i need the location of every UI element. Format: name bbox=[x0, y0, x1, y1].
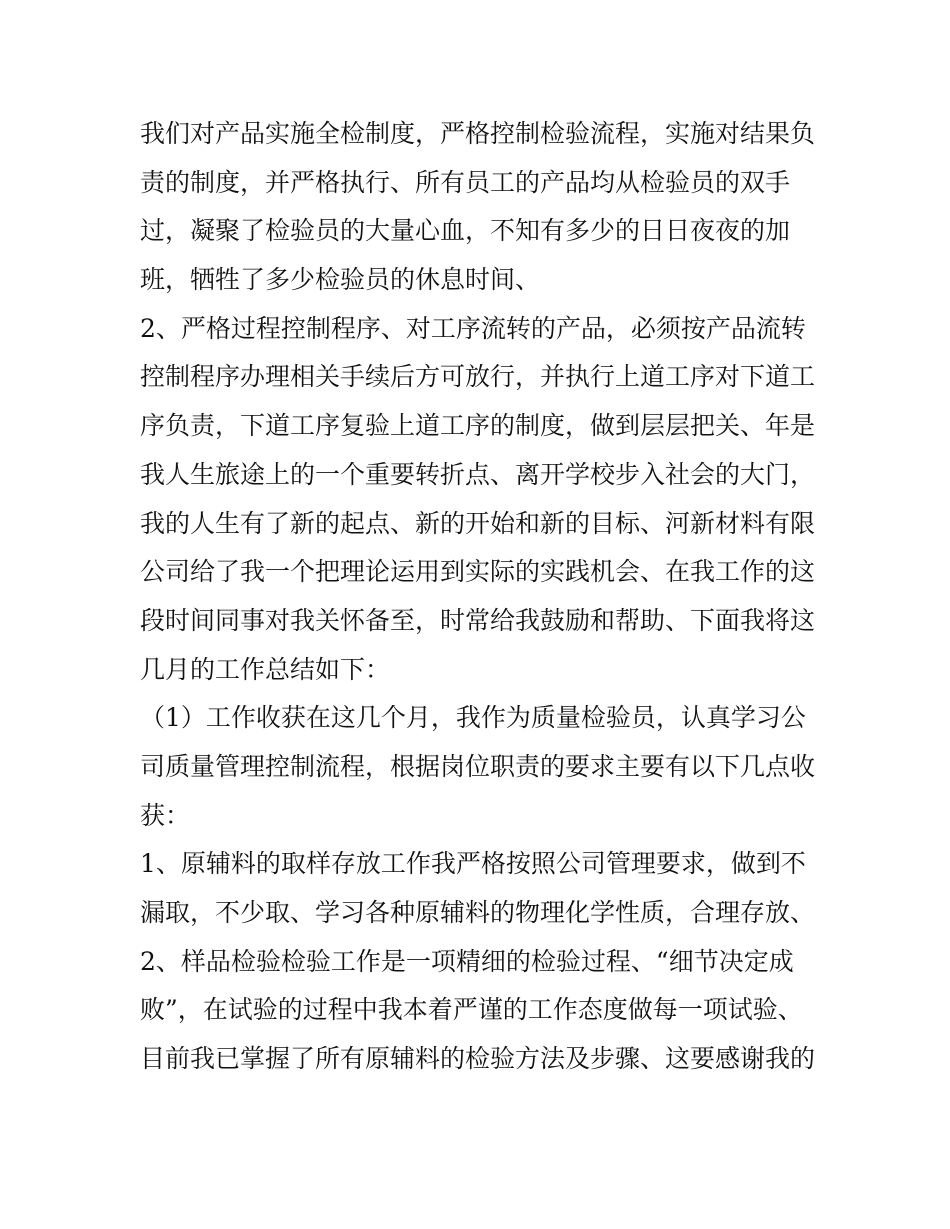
text-line: 2、严格过程控制程序、对工序流转的产品，必须按产品流转 bbox=[140, 313, 806, 343]
text-line: 段时间同事对我关怀备至，时常给我鼓励和帮助、下面我将这 bbox=[140, 605, 816, 635]
text-line: 司质量管理控制流程，根据岗位职责的要求主要有以下几点收 bbox=[140, 751, 816, 781]
text-line: 序负责，下道工序复验上道工序的制度，做到层层把关、年是 bbox=[140, 411, 816, 441]
text-line: 2、样品检验检验工作是一项精细的检验过程、“细节决定成 bbox=[140, 946, 794, 976]
text-line: 过，凝聚了检验员的大量心血，不知有多少的日日夜夜的加 bbox=[140, 216, 791, 246]
text-line: 控制程序办理相关手续后方可放行，并执行上道工序对下道工 bbox=[140, 362, 816, 392]
text-line: 班，牺牲了多少检验员的休息时间、 bbox=[140, 265, 541, 295]
text-line: 败”，在试验的过程中我本着严谨的工作态度做每一项试验、 bbox=[140, 995, 803, 1025]
text-line: 我人生旅途上的一个重要转折点、离开学校步入社会的大门， bbox=[140, 459, 816, 489]
text-line: 我的人生有了新的起点、新的开始和新的目标、河新材料有限 bbox=[140, 508, 816, 538]
text-line: 公司给了我一个把理论运用到实际的实践机会、在我工作的这 bbox=[140, 557, 816, 587]
text-line: 漏取，不少取、学习各种原辅料的物理化学性质，合理存放、 bbox=[140, 898, 816, 927]
text-line: 1、原辅料的取样存放工作我严格按照公司管理要求，做到不 bbox=[140, 849, 806, 879]
document-body bbox=[140, 110, 820, 1084]
text-line: 获： bbox=[140, 800, 191, 830]
text-line: （1）工作收获在这几个月，我作为质量检验员，认真学习公 bbox=[140, 703, 806, 733]
text-line: 目前我已掌握了所有原辅料的检验方法及步骤、这要感谢我的 bbox=[140, 1044, 816, 1074]
text-line: 我们对产品实施全检制度，严格控制检验流程，实施对结果负 bbox=[140, 119, 816, 148]
text-line: 几月的工作总结如下： bbox=[140, 654, 391, 684]
text-line: 责的制度，并严格执行、所有员工的产品均从检验员的双手 bbox=[140, 167, 791, 197]
